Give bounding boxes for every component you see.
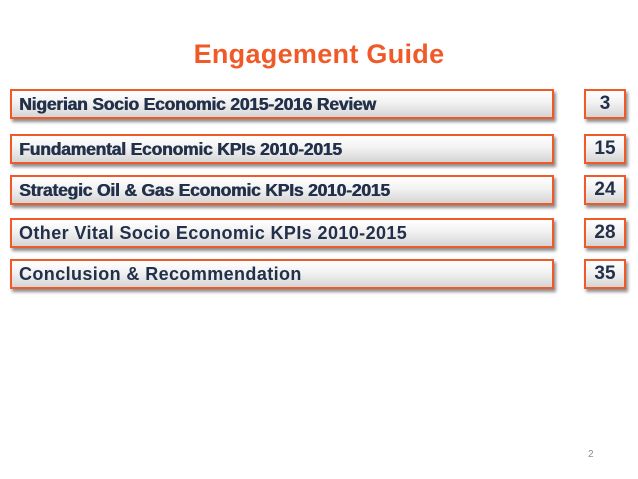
guide-row-label: Other Vital Socio Economic KPIs 2010-2015 [19, 223, 408, 243]
guide-row-label: Conclusion & Recommendation [19, 264, 302, 284]
guide-row-page-number: 35 [584, 259, 626, 289]
slide-number: 2 [588, 449, 594, 460]
page-title: Engagement Guide [193, 39, 445, 69]
guide-row-page-number: 24 [584, 175, 626, 205]
guide-row-bar [10, 89, 554, 119]
guide-row-socio-economic-review[interactable] [10, 89, 630, 123]
guide-row-page-number: 3 [584, 89, 626, 119]
guide-row-page-number: 28 [584, 218, 626, 248]
guide-row-label: Nigerian Socio Economic 2015-2016 Review [19, 94, 376, 114]
guide-row-other-vital-kpis[interactable] [10, 218, 630, 252]
guide-row-bar [10, 134, 554, 164]
guide-row-label: Strategic Oil & Gas Economic KPIs 2010-2015 [19, 180, 390, 200]
guide-row-bar [10, 175, 554, 205]
guide-row-fundamental-kpis[interactable] [10, 134, 630, 168]
guide-row-page-number: 15 [584, 134, 626, 164]
guide-row-oil-gas-kpis[interactable] [10, 175, 630, 209]
guide-row-conclusion[interactable] [10, 259, 630, 293]
guide-row-bar [10, 218, 554, 248]
guide-row-label: Fundamental Economic KPIs 2010-2015 [19, 139, 342, 159]
guide-row-bar [10, 259, 554, 289]
